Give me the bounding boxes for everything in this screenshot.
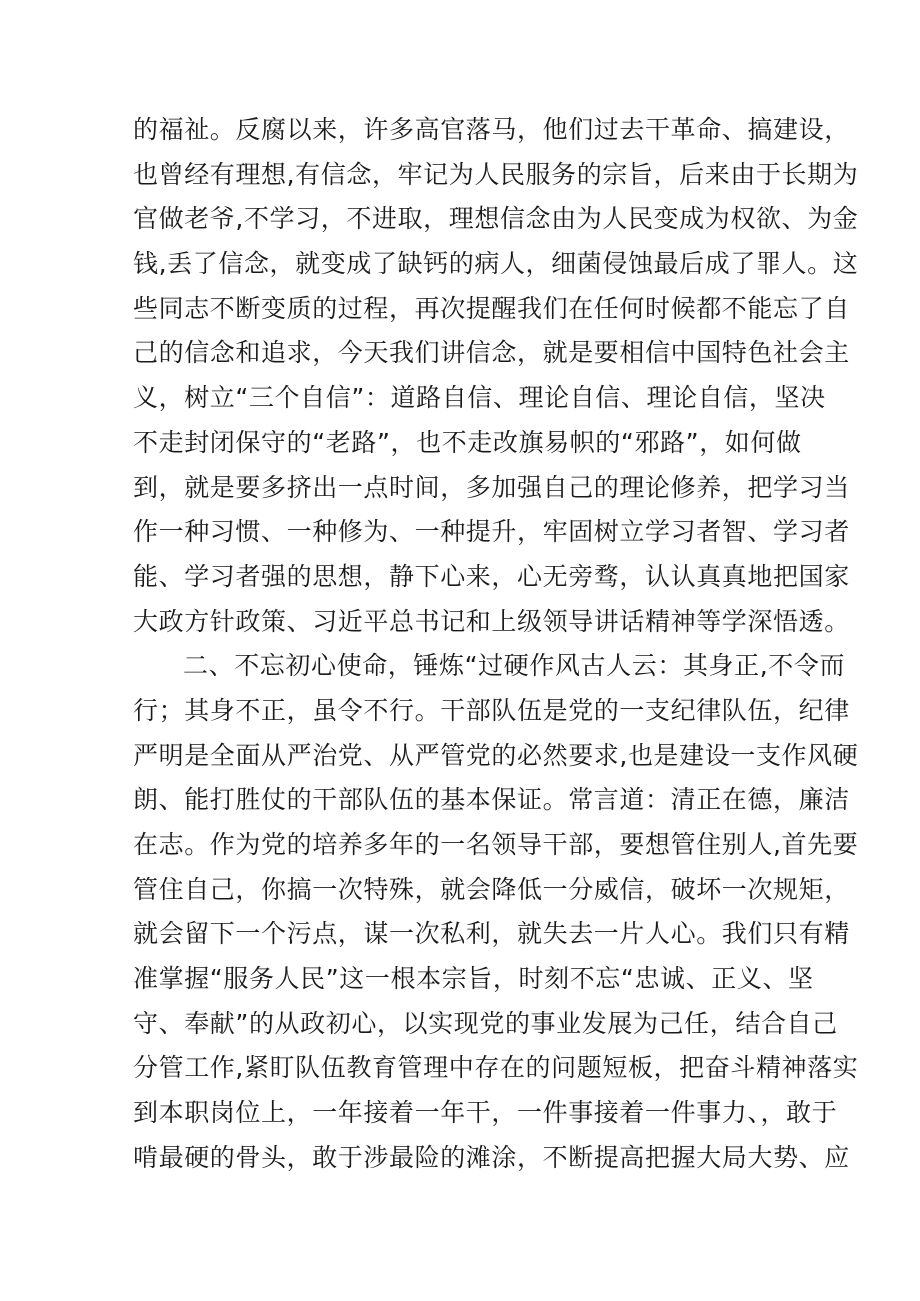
text-line: 到本职岗位上，一年接着一年干，一件事接着一件事力、，敢于	[133, 1098, 838, 1128]
body-text	[133, 108, 859, 1181]
text-line: 能、学习者强的思想，静下心来，心无旁骛，认认真真地把国家	[133, 561, 850, 591]
text-line: 些同志不断变质的过程，再次提醒我们在任何时候都不能忘了自	[133, 293, 850, 323]
text-line: 钱,丢了信念，就变成了缺钙的病人，细菌侵蚀最后成了罪人。这	[133, 249, 859, 279]
text-line: 到，就是要多挤出一点时间，多加强自己的理论修养，把学习当	[133, 472, 850, 502]
text-line: 分管工作,紧盯队伍教育管理中存在的问题短板，把奋斗精神落实	[133, 1053, 859, 1083]
text-line: 不走封闭保守的“老路”，也不走改旗易帜的“邪路”，如何做	[133, 427, 802, 457]
text-line: 己的信念和追求，今天我们讲信念，就是要相信中国特色社会主	[133, 338, 850, 368]
text-line: 大政方针政策、习近平总书记和上级领导讲话精神等学深悟透。	[133, 606, 850, 636]
text-line: 在志。作为党的培养多年的一名领导干部，要想管住别人,首先要	[133, 830, 859, 859]
text-line: 官做老爷,不学习，不进取，理想信念由为人民变成为权欲、为金	[133, 204, 859, 234]
text-line: 作一种习惯、一种修为、一种提升，牢固树立学习者智、学习者	[133, 517, 850, 547]
text-line: 守、奉献”的从政初心，以实现党的事业发展为己任，结合自己	[133, 1008, 838, 1038]
text-line: 严明是全面从严治党、从严管党的必然要求,也是建设一支作风硬	[133, 740, 859, 770]
text-line: 也曾经有理想,有信念，牢记为人民服务的宗旨，后来由于长期为	[133, 159, 859, 189]
text-line: 管住自己，你搞一次特殊，就会降低一分威信，破坏一次规矩，	[133, 874, 850, 904]
text-line: 的福祉。反腐以来，许多高官落马，他们过去干革命、搞建设，	[133, 115, 850, 144]
text-line: 啃最硬的骨头，敢于涉最险的滩涂，不断提高把握大局大势、应	[133, 1142, 850, 1172]
text-line: 准掌握“服务人民”这一根本宗旨，时刻不忘“忠诚、正义、坚	[133, 964, 814, 994]
text-line: 义，树立“三个自信”：道路自信、理论自信、理论自信，坚决	[133, 383, 826, 413]
text-line: 就会留下一个污点，谋一次私利，就失去一片人心。我们只有精	[133, 919, 850, 949]
text-line: 朗、能打胜仗的干部队伍的基本保证。常言道：清正在德，廉洁	[133, 785, 850, 815]
text-line: 行；其身不正，虽令不行。干部队伍是党的一支纪律队伍，纪律	[133, 695, 850, 725]
section-heading-line: 二、不忘初心使命，锤炼“过硬作风古人云：其身正,不令而	[183, 651, 846, 681]
